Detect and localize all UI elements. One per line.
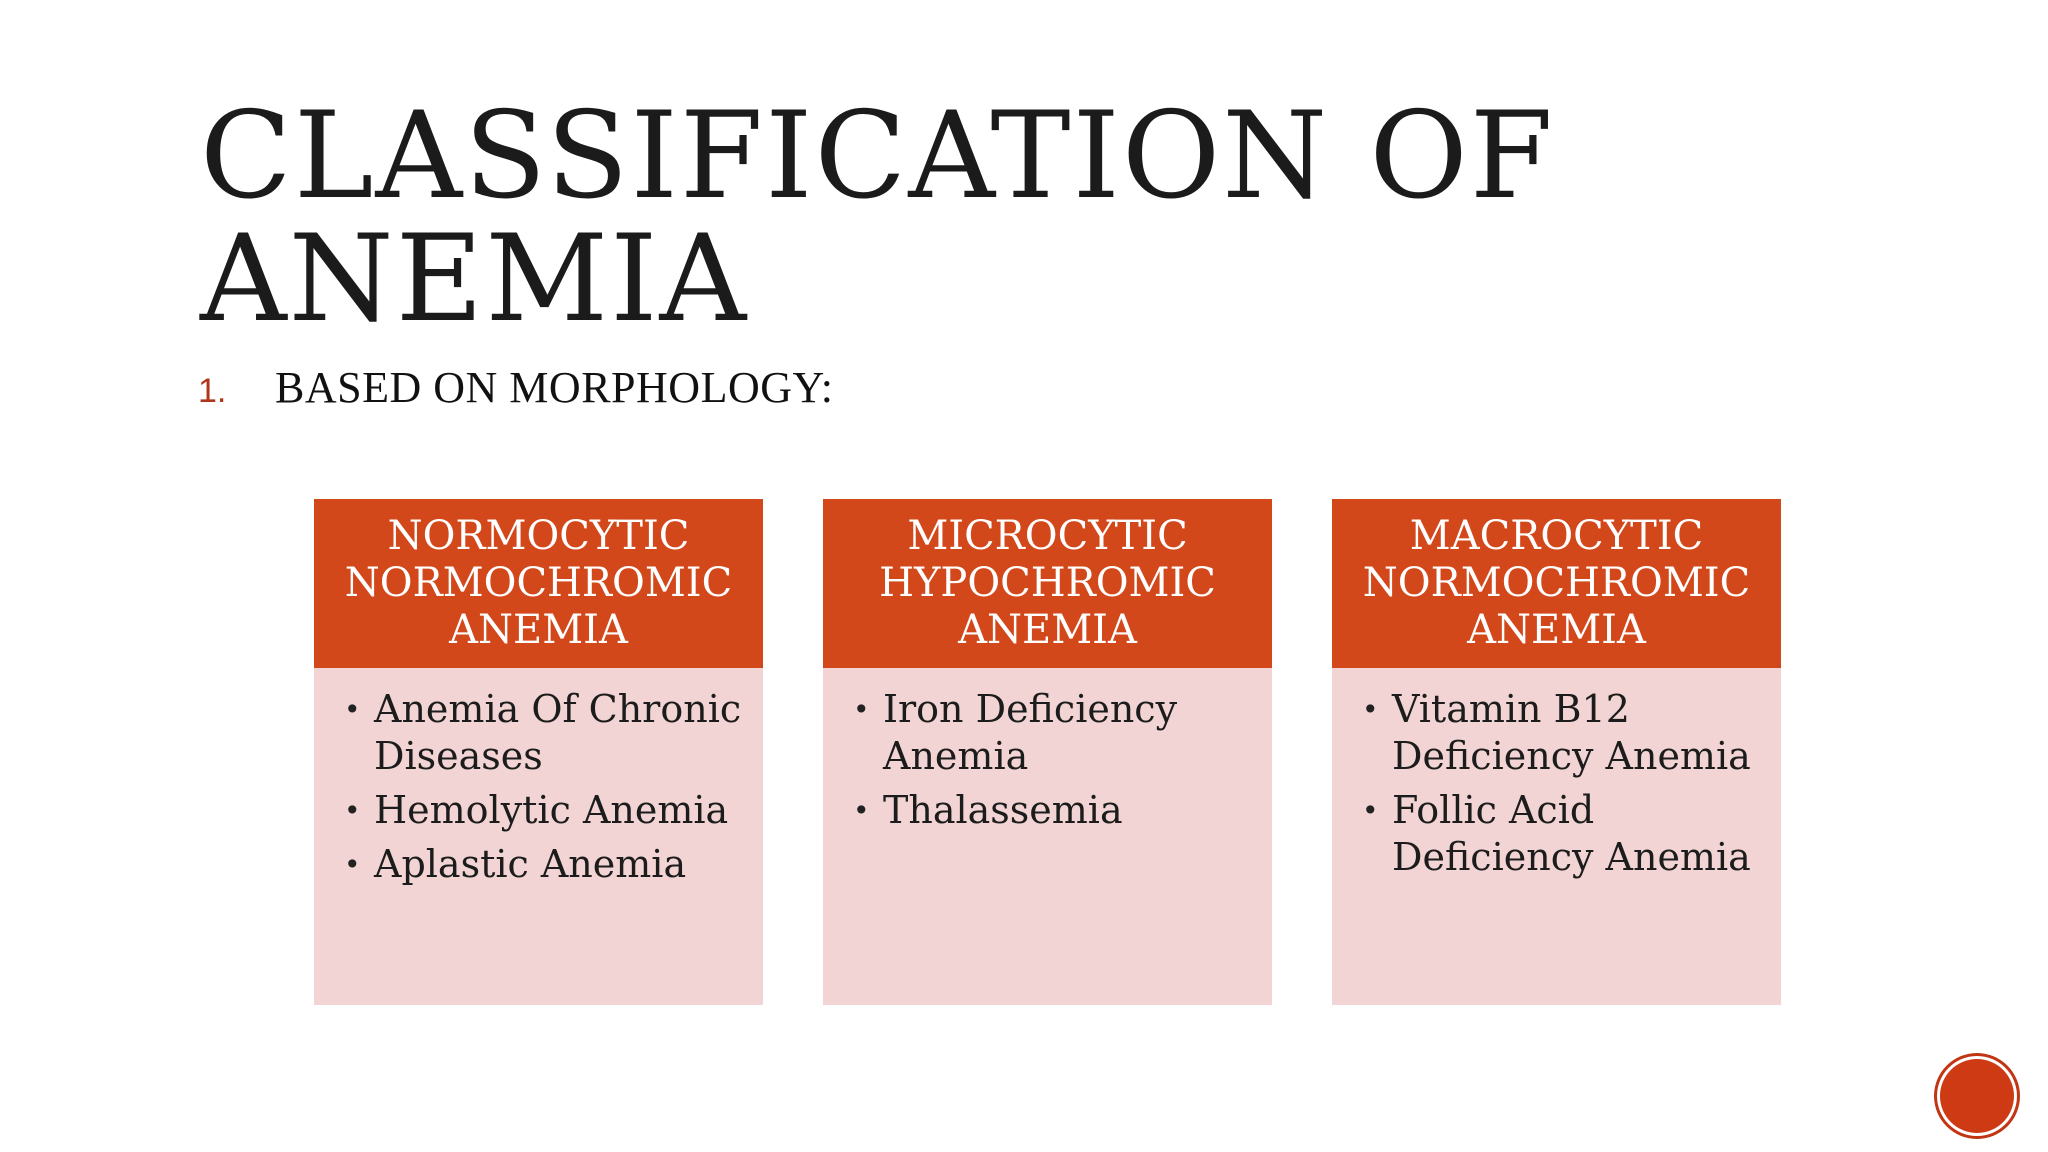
record-circle-icon[interactable] [1940,1059,2014,1133]
list-item-text: Anemia Of Chronic Diseases [374,687,742,778]
box-header-line: ANEMIA [1467,607,1646,653]
list-item [1362,787,1761,881]
box-header-line: ANEMIA [449,607,628,653]
list-item-text: Follic Acid Deficiency Anemia [1392,788,1751,879]
box-header [823,499,1272,668]
box-header-line: MACROCYTIC [1409,513,1704,559]
bullet-icon: • [1362,693,1379,726]
box-header [1332,499,1781,668]
box-item-list [823,668,1272,834]
box-header [314,499,763,668]
list-item [1362,686,1761,780]
box-header-line: MICROCYTIC [907,513,1188,559]
list-item-text: Aplastic Anemia [374,842,687,886]
classification-box-normocytic [314,499,763,1005]
list-item [344,841,743,888]
list-item-text: Vitamin B12 Deficiency Anemia [1392,687,1751,778]
bullet-icon: • [344,693,361,726]
list-item [853,787,1252,834]
bullet-icon: • [853,693,870,726]
list-item [344,686,743,780]
list-item-number: 1. [198,372,227,410]
box-item-list [1332,668,1781,881]
box-header-line: NORMOCHROMIC [344,560,733,606]
box-header-line: HYPOCHROMIC [879,560,1216,606]
list-item [344,787,743,834]
classification-box-macrocytic [1332,499,1781,1005]
list-item-text: Hemolytic Anemia [374,788,729,832]
box-header-line: NORMOCYTIC [387,513,690,559]
box-item-list [314,668,763,888]
bullet-icon: • [1362,794,1379,827]
box-header-line: NORMOCHROMIC [1362,560,1751,606]
list-item-text: BASED ON MORPHOLOGY: [275,363,834,412]
bullet-icon: • [853,794,870,827]
slide-title-line-2: ANEMIA [200,210,749,349]
slide-title-line-1: CLASSIFICATION OF [200,87,1556,226]
slide-title [200,87,1800,349]
box-header-line: ANEMIA [958,607,1137,653]
list-item [853,686,1252,780]
classification-box-microcytic [823,499,1272,1005]
bullet-icon: • [344,794,361,827]
numbered-list-item [198,362,833,422]
list-item-text: Thalassemia [883,788,1123,832]
bullet-icon: • [344,848,361,881]
list-item-text: Iron Deficiency Anemia [883,687,1178,778]
